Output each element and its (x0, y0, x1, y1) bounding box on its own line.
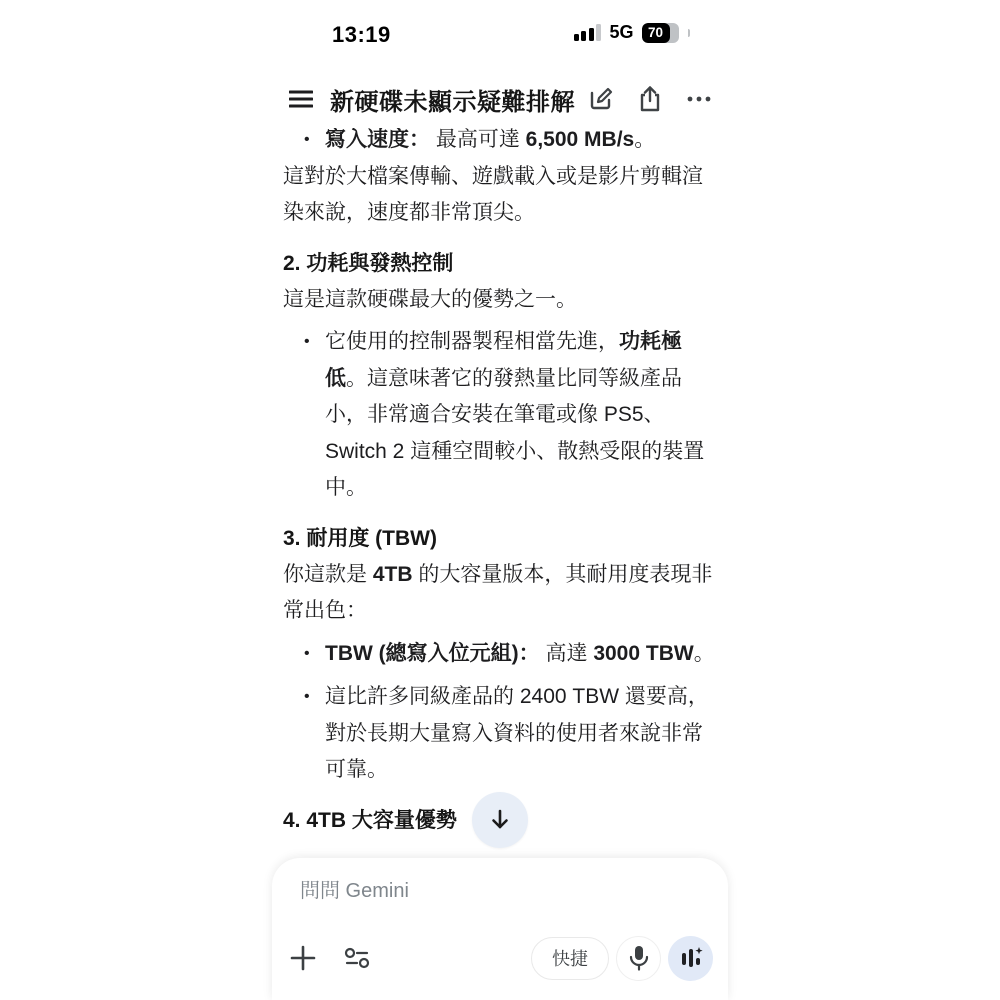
shortcuts-chip-label: 快捷 (552, 949, 588, 969)
scroll-to-bottom-button[interactable] (472, 792, 528, 848)
hamburger-icon (289, 89, 313, 109)
shortcuts-chip[interactable] (531, 937, 609, 980)
share-icon (638, 86, 662, 112)
section2-intro: 這是這款硬碟最大的優勢之一。 (283, 287, 577, 311)
bullet-tbw-value: • TBW (總寫入位元組)： 高達 3000 TBW。 (283, 636, 720, 673)
paragraph-speed-comment: 這對於大檔案傳輸、遊戲載入或是影片剪輯渲染來說，速度都非常頂尖。 (283, 164, 703, 224)
bullet-list-tbw (283, 636, 720, 789)
chat-title: 新硬碟未顯示疑難排解 (330, 88, 575, 116)
edit-icon (589, 87, 613, 111)
ellipsis-icon (686, 95, 712, 103)
battery-icon (642, 23, 679, 43)
down-arrow-icon (490, 809, 510, 831)
network-type-label: 5G (609, 22, 634, 42)
section4-heading: 4. 4TB 大容量優勢 (283, 808, 457, 832)
voice-input-button[interactable] (616, 936, 661, 981)
live-waveform-icon (678, 945, 704, 971)
bullet-power: • 它使用的控制器製程相當先進，功耗極低。這意味著它的發熱量比同等級產品小，非常適合安裝在筆電或像 PS5、Switch 2 這種空間較小、散熱受限的裝置中。 (283, 324, 720, 507)
app-header (270, 75, 730, 123)
model-response (283, 117, 720, 839)
status-bar (270, 14, 730, 54)
new-chat-button[interactable] (588, 86, 614, 112)
share-button[interactable] (637, 86, 663, 112)
gemini-app (270, 0, 730, 1000)
bullet-write-speed: • 寫入速度： 最高可達 6,500 MB/s。 (283, 122, 720, 159)
cellular-signal-icon (574, 24, 602, 41)
menu-button[interactable] (286, 84, 316, 114)
input-actions-row (272, 934, 728, 982)
clock: 13:19 (332, 22, 391, 47)
microphone-icon (628, 945, 650, 971)
plus-icon (289, 944, 317, 972)
more-options-button[interactable] (686, 86, 712, 112)
battery-nub (688, 29, 691, 37)
tools-button[interactable] (341, 942, 373, 974)
prompt-input-card (272, 858, 728, 1000)
section3-heading: 3. 耐用度 (TBW) (283, 526, 437, 550)
gemini-live-button[interactable] (668, 936, 713, 981)
section2-heading: 2. 功耗與發熱控制 (283, 251, 454, 275)
add-attachment-button[interactable] (287, 942, 319, 974)
bullet-tbw-compare: • 這比許多同級產品的 2400 TBW 還要高，對於長期大量寫入資料的使用者來說非常可靠。 (283, 679, 720, 789)
prompt-input[interactable] (300, 880, 640, 903)
bullet-list-power (283, 324, 720, 507)
top-bar (270, 0, 730, 128)
battery-percent: 70 (642, 23, 670, 43)
section3-intro: 你這款是 4TB 的大容量版本，其耐用度表現非常出色： (283, 562, 713, 622)
tune-sliders-icon (344, 947, 370, 969)
